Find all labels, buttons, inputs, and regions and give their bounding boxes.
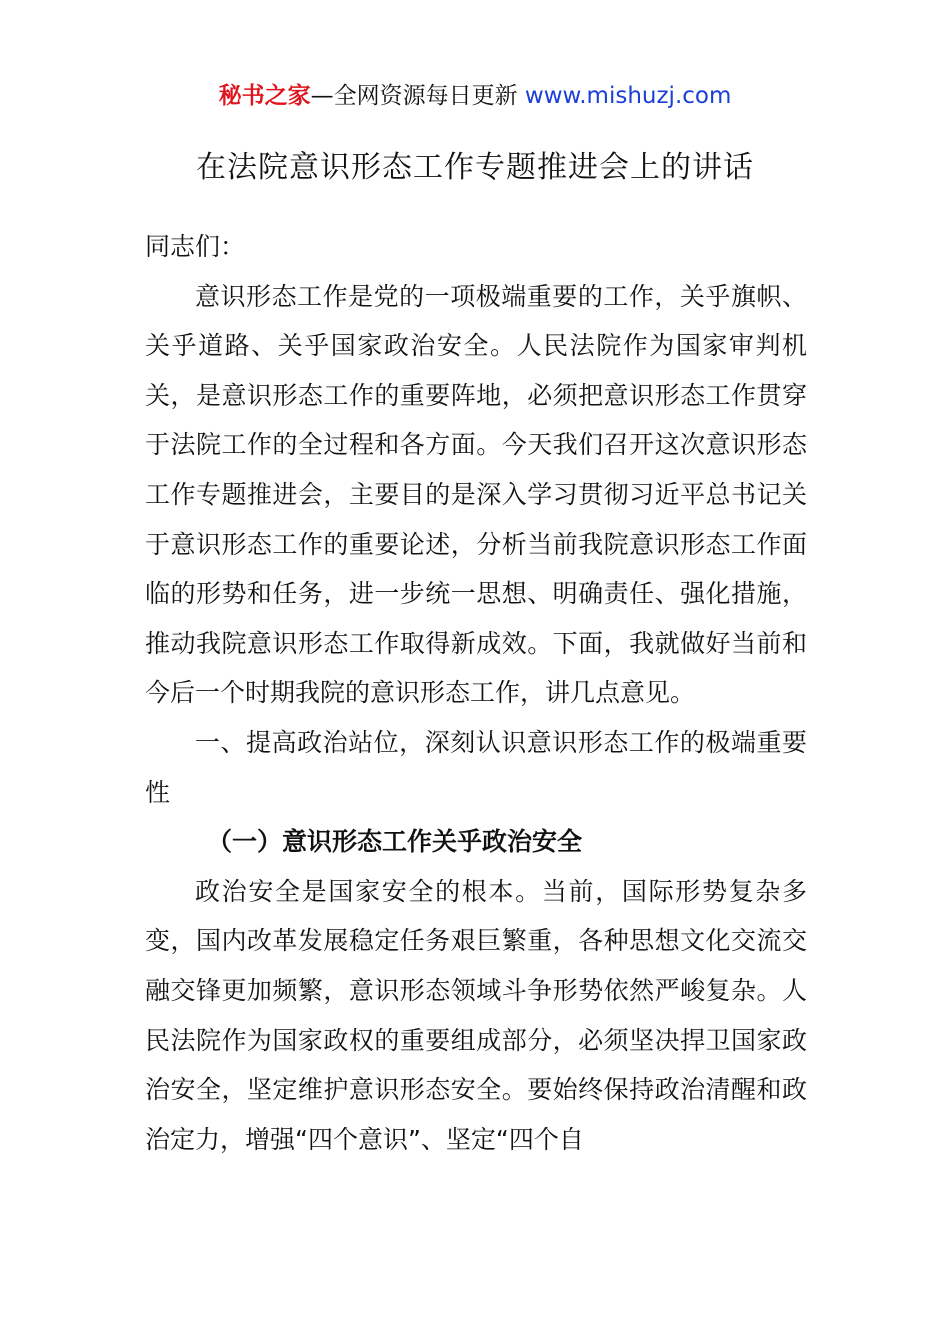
site-url-link[interactable]: www.mishuzj.com	[524, 83, 732, 109]
paragraph-political-security: 政治安全是国家安全的根本。当前，国际形势复杂多变，国内改革发展稳定任务艰巨繁重，各种思想文化交流交融交锋更加频繁，意识形态领域斗争形势依然严峻复杂。人民法院作为国家政权的重要组成部分，必须坚决捍卫国家政治安全，坚定维护意识形态安全。要始终保持政治清醒和政治定力，增强“四个意识”、坚定“四个自	[145, 876, 807, 1154]
section-heading-1: 一、提高政治站位，深刻认识意识形态工作的极端重要性	[145, 727, 807, 807]
brand-name: 秘书之家	[218, 83, 311, 109]
document-title: 在法院意识形态工作专题推进会上的讲话	[196, 150, 754, 186]
salutation: 同志们：	[145, 232, 246, 261]
paragraph-intro: 意识形态工作是党的一项极端重要的工作，关乎旗帜、关乎道路、关乎国家政治安全。人民法院作为国家审判机关，是意识形态工作的重要阵地，必须把意识形态工作贯穿于法院工作的全过程和各方面。今天我们召开这次意识形态工作专题推进会，主要目的是深入学习贯彻习近平总书记关于意识形态工作的重要论述，分析当前我院意识形态工作面临的形势和任务，进一步统一思想、明确责任、强化措施，推动我院意识形态工作取得新成效。下面，我就做好当前和今后一个时期我院的意识形态工作，讲几点意见。	[145, 281, 807, 708]
document-body	[145, 222, 807, 1164]
header-tagline: —全网资源每日更新	[310, 83, 525, 109]
site-header	[0, 80, 950, 112]
subsection-heading-1: （一）意识形态工作关乎政治安全	[207, 827, 583, 857]
